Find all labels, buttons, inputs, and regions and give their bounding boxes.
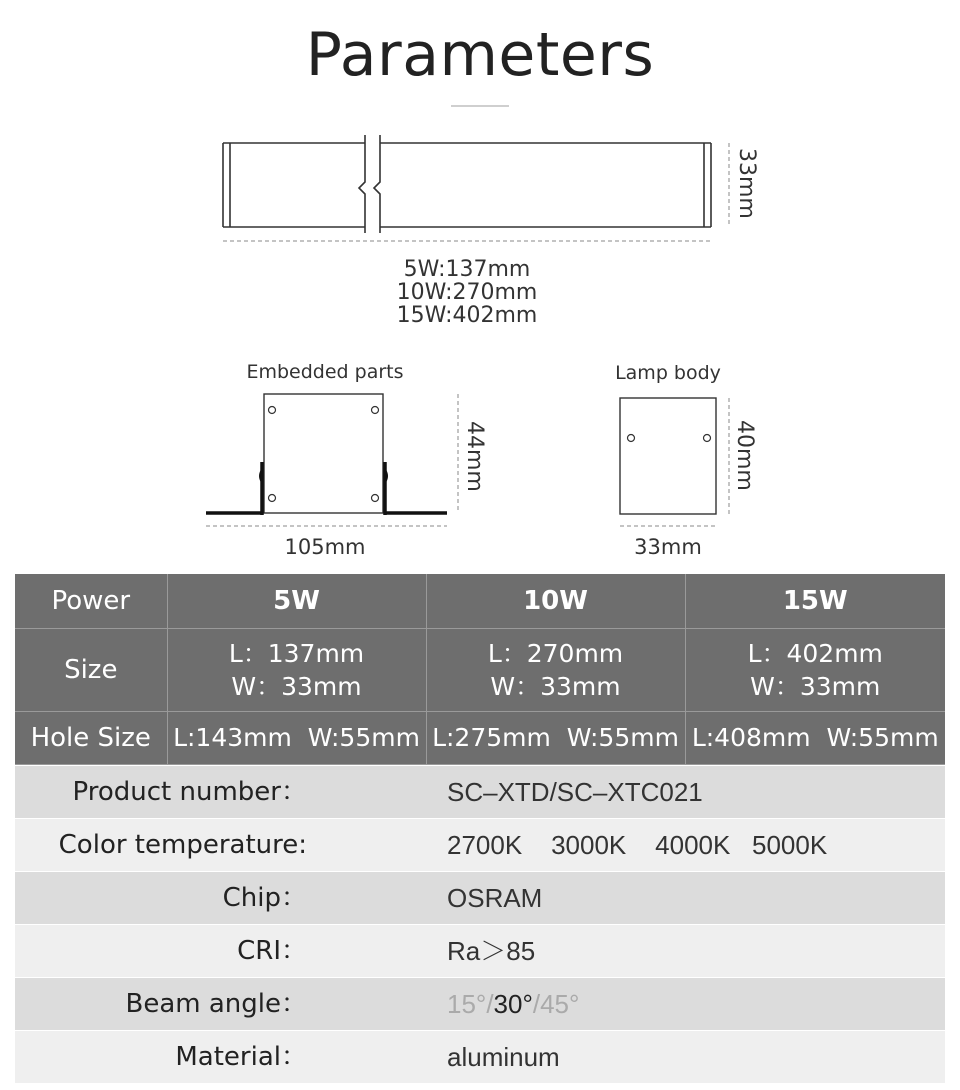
- page-title: Parameters: [305, 20, 655, 90]
- size-row: [15, 628, 945, 711]
- embedded-height: 44mm: [462, 421, 487, 492]
- power-5w: 5W: [167, 574, 426, 628]
- hole-size-header: Hole Size: [15, 711, 167, 764]
- beam-angle-label: Beam angle：: [125, 989, 307, 1019]
- lamp-body-width: 33mm: [634, 535, 702, 559]
- embedded-title: Embedded parts: [246, 361, 404, 383]
- hole-5w: L:143mm W:55mm: [167, 711, 426, 764]
- size-10w-width: W：33mm: [490, 671, 621, 701]
- size-15w: [685, 628, 945, 711]
- length-15w: 15W:402mm: [396, 303, 538, 328]
- lamp-body-title: Lamp body: [615, 362, 721, 384]
- info-list: [15, 766, 945, 1084]
- size-5w-length: L：137mm: [228, 638, 365, 668]
- power-row: [15, 574, 945, 628]
- product-number-row: [15, 766, 945, 819]
- lamp-body-height: 40mm: [732, 420, 757, 491]
- size-5w: [167, 628, 426, 711]
- color-temperature-value: 2700K 3000K 4000K 5000K: [447, 830, 828, 860]
- cri-row: [15, 925, 945, 978]
- material-value: aluminum: [447, 1042, 560, 1072]
- color-temperature-label: Color temperature:: [58, 830, 307, 860]
- cri-value: Ra＞85: [447, 936, 536, 966]
- color-temperature-row: [15, 819, 945, 872]
- size-10w: [426, 628, 685, 711]
- lamp-body-drawing: [620, 398, 716, 514]
- beam-angle-15: 15°/: [447, 989, 494, 1019]
- beam-angle-value: [447, 978, 579, 1030]
- power-10w: 10W: [426, 574, 685, 628]
- linear-lamp-profile: [223, 135, 711, 233]
- spec-table: [15, 574, 945, 765]
- beam-angle-row: [15, 978, 945, 1031]
- embedded-width: 105mm: [284, 535, 366, 559]
- length-5w: 5W:137mm: [403, 257, 531, 282]
- size-header: Size: [15, 628, 167, 711]
- power-15w: 15W: [685, 574, 945, 628]
- size-10w-length: L：270mm: [487, 638, 624, 668]
- hole-15w: L:408mm W:55mm: [685, 711, 945, 764]
- chip-row: [15, 872, 945, 925]
- chip-value: OSRAM: [447, 883, 543, 913]
- length-10w: 10W:270mm: [396, 280, 538, 305]
- beam-angle-30: 30°: [493, 989, 533, 1019]
- product-number-value: SC–XTD/SC–XTC021: [447, 777, 703, 807]
- product-number-label: Product number：: [72, 777, 307, 807]
- height-label: 33mm: [734, 148, 759, 219]
- embedded-parts-drawing: [206, 394, 447, 515]
- material-label: Material：: [175, 1042, 307, 1072]
- size-15w-length: L：402mm: [747, 638, 883, 668]
- material-row: [15, 1031, 945, 1084]
- power-header: Power: [15, 574, 167, 628]
- hole-size-row: [15, 711, 945, 764]
- size-15w-width: W：33mm: [750, 671, 881, 701]
- hole-10w: L:275mm W:55mm: [426, 711, 685, 764]
- beam-angle-45: /45°: [532, 989, 580, 1019]
- cri-label: CRI：: [237, 936, 307, 966]
- chip-label: Chip：: [222, 883, 307, 913]
- size-5w-width: W：33mm: [231, 671, 362, 701]
